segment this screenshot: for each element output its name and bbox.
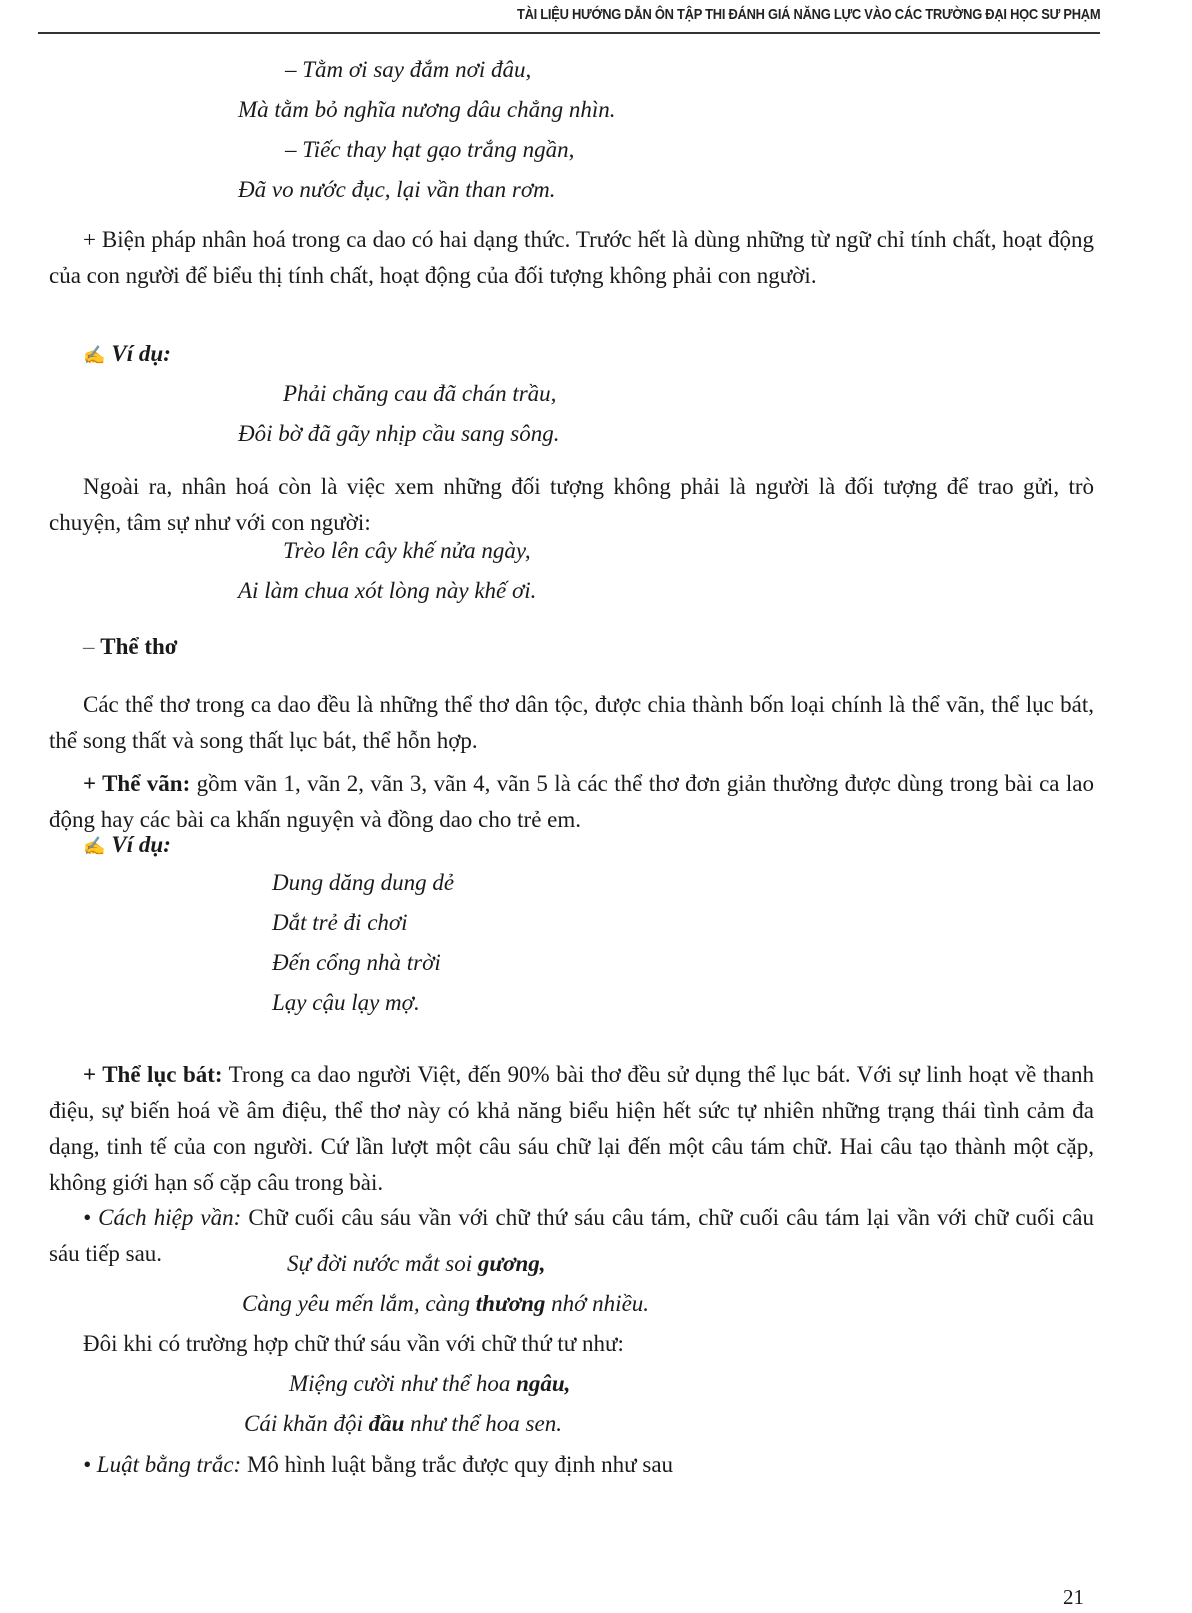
poem-line: Dung dăng dung dẻ (272, 870, 455, 895)
running-header: TÀI LIỆU HƯỚNG DẪN ÔN TẬP THI ĐÁNH GIÁ NĂNG LỰC VÀO CÁC TRƯỜNG ĐẠI HỌC SƯ PHẠM (516, 6, 1100, 23)
paragraph-luc-bat: + Thể lục bát: Trong ca dao người Việt, đến 90% bài thơ đều sử dụng thể lục bát. Với sự linh hoạt về thanh điệu, sự biến hoá về âm điệu, thể thơ này có khả năng biểu hiện hết sức tự nhiên những trạng thái tình cảm đa dạng, tinh tế của con người. Cứ lần lượt một câu sáu chữ lại đến một câu tám chữ. Hai câu tạo thành một cặp, không giới hạn số cặp câu trong bài. (49, 1062, 1094, 1195)
paragraph-verse-forms: Các thể thơ trong ca dao đều là những thể thơ dân tộc, được chia thành bốn loại chính là thể vãn, thể lục bát, thể song thất và song thất lục bát, thể hỗn hợp. (49, 692, 1094, 753)
poem-line: Mà tằm bỏ nghĩa nương dâu chẳng nhìn. (238, 97, 616, 122)
poem-line: Miệng cười như thể hoa ngâu, (289, 1371, 571, 1396)
poem-line: Đến cổng nhà trời (272, 950, 441, 975)
pen-icon: ✍ (83, 345, 106, 365)
poem-line: Lạy cậu lạy mợ. (272, 990, 420, 1015)
poem-line: Cái khăn đội đầu như thể hoa sen. (244, 1411, 562, 1436)
poem-line: Đã vo nước đục, lại vần than rơm. (238, 177, 556, 202)
example-heading: ✍ Ví dụ: (83, 341, 171, 366)
poem-line: Đôi bờ đã gãy nhịp cầu sang sông. (238, 421, 560, 446)
poem-line: – Tằm ơi say đắm nơi đâu, (285, 57, 532, 82)
pen-icon: ✍ (83, 836, 106, 856)
poem-line: Phải chăng cau đã chán trầu, (283, 381, 557, 406)
paragraph-personification-2: Ngoài ra, nhân hoá còn là việc xem những đối tượng không phải là người là đối tượng để trao gửi, trò chuyện, tâm sự như với con người: (49, 474, 1094, 535)
page-number: 21 (1063, 1585, 1084, 1609)
paragraph-tone-rule: • Luật bằng trắc: Mô hình luật bằng trắc được quy định như sau (83, 1452, 674, 1477)
example-heading: ✍ Ví dụ: (83, 832, 171, 857)
paragraph-rhyme: • Cách hiệp vần: Chữ cuối câu sáu vần với chữ thứ sáu câu tám, chữ cuối câu tám lại vần với chữ cuối câu sáu tiếp sau. (49, 1205, 1094, 1266)
paragraph-rhyme-variant: Đôi khi có trường hợp chữ thứ sáu vần với chữ thứ tư như: (83, 1331, 624, 1356)
paragraph-the-van: + Thể vãn: gồm vãn 1, vãn 2, vãn 3, vãn 4, vãn 5 là các thể thơ đơn giản thường được dùng trong bài ca lao động hay các bài ca khấn nguyện và đồng dao cho trẻ em. (49, 771, 1094, 832)
poem-line: Ai làm chua xót lòng này khế ơi. (238, 578, 537, 603)
poem-line: Trèo lên cây khế nửa ngày, (283, 538, 531, 563)
poem-line: – Tiếc thay hạt gạo trắng ngần, (285, 137, 575, 162)
paragraph-personification: + Biện pháp nhân hoá trong ca dao có hai dạng thức. Trước hết là dùng những từ ngữ chỉ tính chất, hoạt động của con người để biểu thị tính chất, hoạt động của đối tượng không phải con người. (49, 227, 1094, 288)
header-rule (38, 32, 1100, 34)
section-heading: – Thể thơ (83, 634, 178, 659)
poem-line: Càng yêu mến lắm, càng thương nhớ nhiều. (242, 1291, 650, 1316)
poem-line: Sự đời nước mắt soi gương, (287, 1251, 546, 1276)
poem-line: Dắt trẻ đi chơi (272, 910, 408, 935)
